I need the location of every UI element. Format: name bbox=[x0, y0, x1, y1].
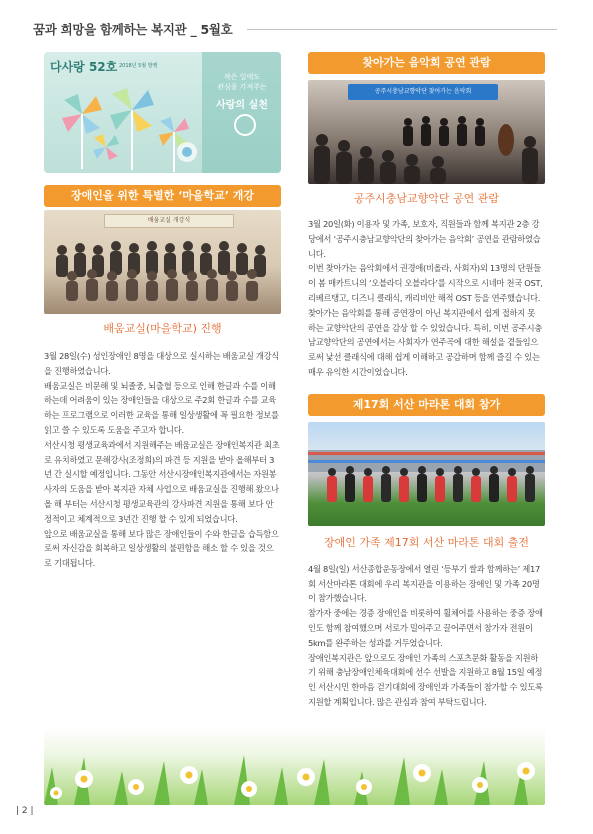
paragraph: 참가자 중에는 경증 장애인을 비롯하여 휠체어를 사용하는 중증 장애인도 함께 참여했으며 서로가 밀어주고 끌어주면서 참가자 전원이 5km를 완주하는 성과를 거두었습니다. bbox=[308, 608, 543, 648]
photo-concert bbox=[308, 80, 545, 184]
section-tab-village-school: 장애인을 위한 특별한 ‘마을학교’ 개강 bbox=[44, 185, 281, 207]
paragraph: 서산시청 평생교육과에서 지원해주는 배움교실은 장애인복지관 최초로 유치하였고 문해강사(조정희)의 파견 등 지원을 받아 올해부터 3년 간 실시할 예정입니다. 그동안 서산시장애인복지관에서는 자원봉사자의 도움을 받아 복지관 자체 사업으로 배움교실을 진행해 왔으나 올 해 부터는 서산시청 평생교육관의 강사파견 지원을 통해 보다 안정적이고 체계적으로 3년간 진행 할 수 있게 되었습니다. bbox=[44, 439, 280, 524]
cover-masthead: 다사랑 52호 bbox=[50, 60, 118, 74]
left-column bbox=[44, 52, 281, 571]
article-body-marathon bbox=[308, 562, 545, 710]
paragraph: 3월 20일(화) 이용자 및 가족, 보호자, 직원들과 함께 복지관 2층 강당에서 ‘공주시충남교향악단의 찾아가는 음악회’ 공연을 관람하였습니다. bbox=[308, 219, 541, 259]
daisy-field bbox=[44, 727, 545, 805]
article-body-village-school bbox=[44, 349, 281, 571]
photo-banner-concert: 공주시충남교향악단 찾아가는 음악회 bbox=[348, 84, 498, 100]
article-body-concert bbox=[308, 217, 545, 380]
photo-caption-village-school: 배움교실(마을학교) 진행 bbox=[103, 322, 222, 335]
photo-caption-marathon: 장애인 가족 제17회 서산 마라톤 대회 출전 bbox=[324, 535, 529, 549]
paragraph: 찾아가는 음악회를 통해 공연장이 아닌 복지관에서 쉽게 접하지 못 하는 교향악단의 공연을 감상 할 수 있었습니다. 특히, 이번 공주시충남교향악단의 공연에서는 사회자가 연주곡에 대한 해설을 곁들임으로써 낯선 클래식에 대해 쉽게 이해하고 공감하며 함께 즐길 수 있는 매우 유익한 시간이었습니다. bbox=[308, 307, 543, 377]
paragraph: 앞으로 배움교실을 통해 보다 많은 장애인들이 수와 한글을 습득함으로써 자신감을 회복하고 일상생활의 불편함을 해소 할 수 있을 것으로 기대됩니다. bbox=[44, 528, 279, 569]
paragraph: 3월 28일(수) 성인장애인 8명을 대상으로 실시하는 배움교실 개강식을 진행하였습니다. bbox=[44, 351, 280, 376]
section-tab-concert: 찾아가는 음악회 공연 관람 bbox=[308, 52, 545, 74]
photo-marathon bbox=[308, 422, 545, 526]
photo-caption-concert: 공주시충남교향악단 공연 관람 bbox=[353, 192, 500, 205]
paragraph: 4월 8일(일) 서산종합운동장에서 열린 ‘등부기 쌀과 함께하는’ 제17회 서산마라톤 대회에 우리 복지관을 이용하는 장애인 및 가족 20명이 참가했습니다. bbox=[308, 563, 540, 604]
crowd-silhouettes bbox=[44, 210, 281, 314]
marathon-runners bbox=[308, 422, 545, 526]
cover-tagline-2: 관심을 가져주는 bbox=[217, 83, 267, 91]
section-tab-marathon: 제17회 서산 마라톤 대회 참가 bbox=[308, 394, 545, 416]
newsletter-cover bbox=[44, 52, 281, 173]
photo-banner-village-school: 배움교실 개강식 bbox=[104, 214, 234, 228]
heart-seal-icon bbox=[234, 114, 256, 136]
paragraph: 이번 찾아가는 음악회에서 권경애(비올라, 사회자)외 13명의 단원들이 봄 매카트니의 ‘오블라디 오블라다’를 시작으로 시네마 천국 OST, 리베르탱고, 디즈니 클래식, 캐리비안 해적 OST 등을 연주했습니다. bbox=[308, 263, 543, 303]
cover-date: 2018년 5월 발행 bbox=[119, 63, 158, 69]
cover-tagline-3: 사랑의 실천 bbox=[216, 100, 268, 111]
header-divider bbox=[247, 29, 557, 30]
orchestra-and-audience bbox=[308, 80, 545, 184]
paragraph: 배움교실은 비문해 및 뇌졸중, 뇌출혈 등으로 인해 한글과 수를 이해하는데 어려움이 있는 장애인들을 대상으로 주2회 한글과 수를 교육하는 프로그램으로 이러한 교육을 통해 일상생활에 꼭 필요한 정보를 읽고 쓸 수 있도록 도움을 주고자 합니다. bbox=[44, 380, 279, 435]
page-number: | 2 | bbox=[16, 806, 34, 816]
daisy-footer-illustration bbox=[44, 727, 545, 805]
group-photo-village-school bbox=[44, 210, 281, 314]
cover-tagline-1: 작은 일에도 bbox=[223, 73, 261, 81]
right-column bbox=[308, 52, 545, 710]
page-header-title: 꿈과 희망을 함께하는 복지관 _ 5월호 bbox=[33, 22, 233, 37]
paragraph: 장애인복지관은 앞으로도 장애인 가족의 스포츠문화 활동을 지원하기 위해 충남장애인체육대회에 선수 선발을 지원하고 8월 15일 예정인 서산시민 한마음 걷기대회에 장애인과 가족들이 참가할 수 있도록 지원할 계획입니다. 많은 관심과 참여 부탁드립니다. bbox=[308, 652, 543, 707]
